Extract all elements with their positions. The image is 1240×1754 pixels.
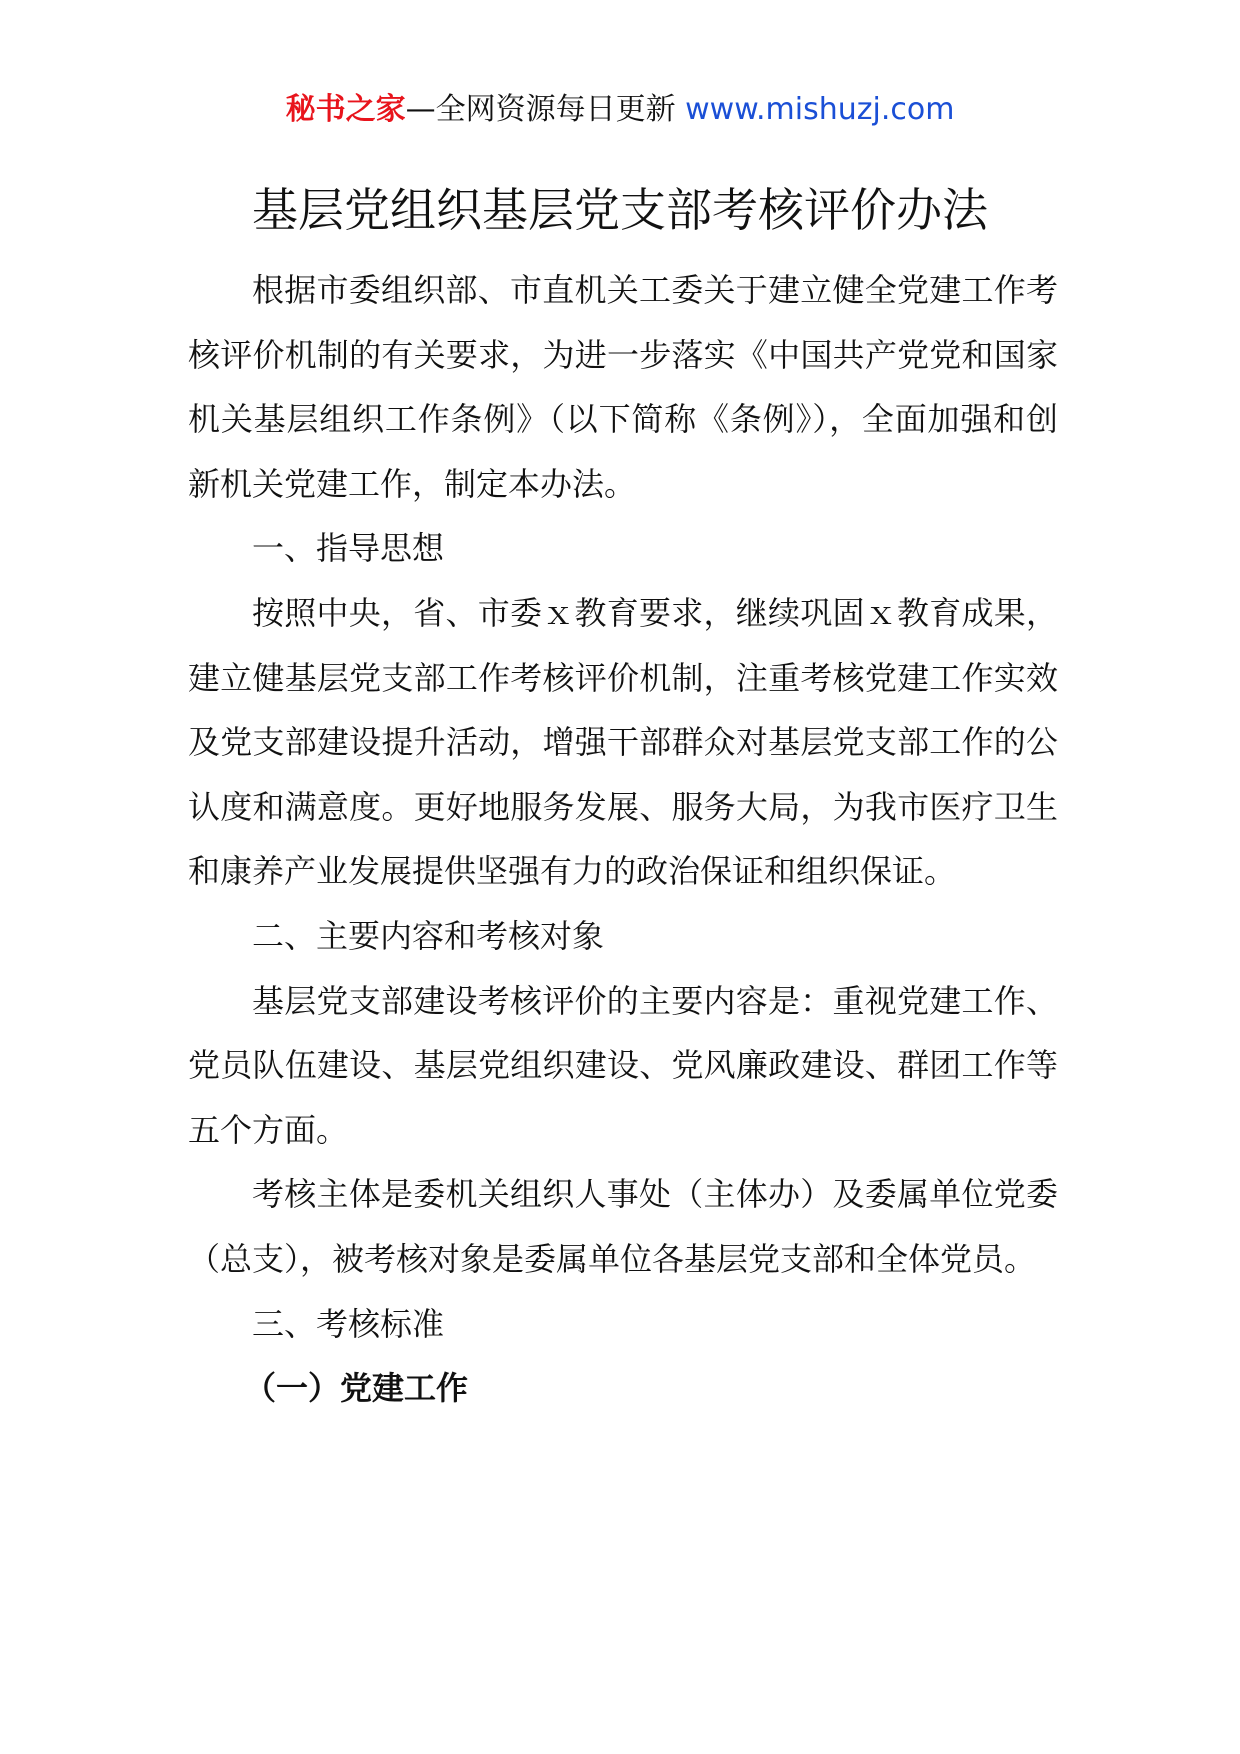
guiding-ideology-paragraph: 按照中央，省、市委ｘ教育要求，继续巩固ｘ教育成果，建立健基层党支部工作考核评价机制，注重考核党建工作实效及党支部建设提升活动，增强干部群众对基层党支部工作的公认度和满意度。更好地服务发展、服务大局，为我市医疗卫生和康养产业发展提供坚强有力的政治保证和组织保证。	[188, 593, 1058, 891]
document-title: 基层党组织基层党支部考核评价办法	[252, 183, 988, 237]
subsection-heading-party-building: （一）党建工作	[244, 1369, 469, 1408]
main-content-paragraph: 基层党支部建设考核评价的主要内容是：重视党建工作、党员队伍建设、基层党组织建设、党风廉政建设、群团工作等五个方面。	[188, 981, 1058, 1149]
site-url-link[interactable]: www.mishuzj.com	[685, 92, 955, 127]
section-heading-standards: 三、考核标准	[252, 1304, 445, 1343]
intro-paragraph: 根据市委组织部、市直机关工委关于建立健全党建工作考核评价机制的有关要求，为进一步落实《中国共产党党和国家机关基层组织工作条例》（以下简称《条例》），全面加强和创新机关党建工作，制定本办法。	[188, 271, 1058, 503]
section-heading-main-content: 二、主要内容和考核对象	[252, 916, 605, 955]
brand-name: 秘书之家	[285, 92, 406, 127]
document-body	[188, 258, 1058, 1421]
site-banner	[0, 88, 1240, 132]
banner-tagline: —全网资源每日更新	[405, 92, 686, 127]
assessment-subjects-paragraph: 考核主体是委机关组织人事处（主体办）及委属单位党委（总支），被考核对象是委属单位各基层党支部和全体党员。	[188, 1175, 1058, 1278]
section-heading-guiding-ideology: 一、指导思想	[252, 529, 445, 568]
